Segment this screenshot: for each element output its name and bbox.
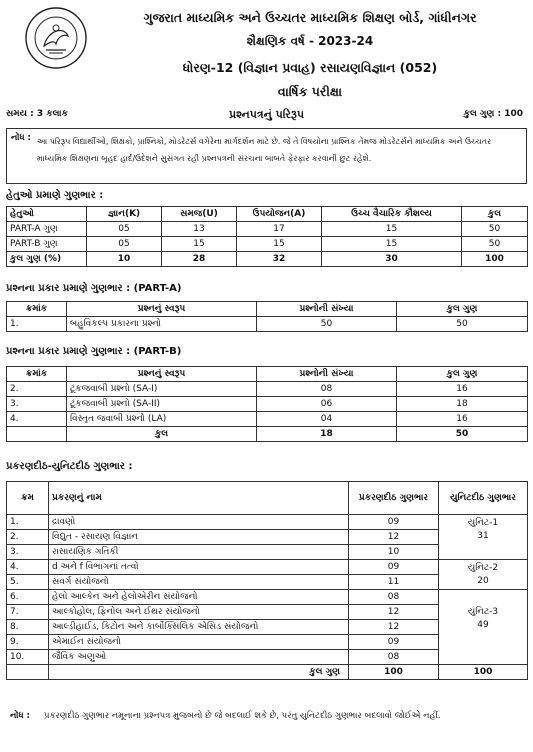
table-cell: 30 <box>322 252 462 267</box>
column-header: ક્રમાંક <box>7 367 67 382</box>
table-cell: 12 <box>349 530 439 545</box>
column-header: યુનિટદીઠ ગુણભાર <box>439 482 528 515</box>
unit-marks: 31 <box>477 531 489 541</box>
table-header-row <box>7 207 528 222</box>
table-cell: 08 <box>257 382 397 397</box>
table-cell: 4. <box>7 412 67 427</box>
table-cell: 06 <box>257 397 397 412</box>
table-cell: 12 <box>349 605 439 620</box>
table-cell: સવર્ગ સંયોજનો <box>49 575 349 590</box>
column-header: કુલ ગુણ <box>397 367 528 382</box>
table-cell: 50 <box>257 317 397 332</box>
table-cell: 9. <box>7 635 49 650</box>
unit-marks: 49 <box>477 620 489 630</box>
table-cell: 10 <box>349 545 439 560</box>
table-cell <box>7 665 49 680</box>
part-a-table <box>6 301 528 332</box>
table-cell: 50 <box>397 317 528 332</box>
table-cell: 18 <box>397 397 528 412</box>
table-cell: 100 <box>462 252 528 267</box>
table-cell: 1. <box>7 317 67 332</box>
table-cell: 10. <box>7 650 49 665</box>
column-header: ઉચ્ચ વૈચારિક કૌશલ્ય <box>322 207 462 222</box>
table-cell: 11 <box>349 575 439 590</box>
table-cell: 04 <box>257 412 397 427</box>
note-key: નોંધ : <box>11 133 31 143</box>
table-row <box>7 317 528 332</box>
table-cell: 09 <box>349 560 439 575</box>
table-cell: 28 <box>162 252 237 267</box>
table-cell: 15 <box>162 237 237 252</box>
table-cell: 18 <box>257 427 397 442</box>
table-cell: હેલો આલ્કેન અને હેલોએરીન સંયોજનો <box>49 590 349 605</box>
board-name: ગુજરાત માધ્યમિક અને ઉચ્ચતર માધ્યમિક શિક્ષણ બોર્ડ, ગાંધીનગર <box>143 10 477 25</box>
table-cell: આલ્ડીહાઈડ, કિટોન અને કાર્બોક્સિલિક એસિડ સંયોજનો <box>49 620 349 635</box>
unit-cell <box>439 590 528 665</box>
table-cell: ટૂંકજવાબી પ્રશ્નો (SA-I) <box>67 382 257 397</box>
column-header: જ્ઞાન(K) <box>87 207 162 222</box>
footnote-text: પ્રકરણદીઠ ગુણભાર નમૂનાના પ્રશ્નપત્ર મુજબનો છે જે બદલાઈ શકે છે, પરંતુ યુનિટદીઠ ગુણભાર બદલાવો જોઈએ નહીં. <box>44 711 441 721</box>
table-cell: 100 <box>349 665 439 680</box>
table-cell: કુલ ગુણ (%) <box>7 252 87 267</box>
table-cell: PART-B ગુણ <box>7 237 87 252</box>
section-title-objectives: હેતુઓ પ્રમાણે ગુણભાર : <box>6 190 104 201</box>
table-cell: 16 <box>397 412 528 427</box>
column-header: સમજ(U) <box>162 207 237 222</box>
table-cell: દ્રાવણો <box>49 515 349 530</box>
table-cell: 10 <box>87 252 162 267</box>
table-cell: 3. <box>7 545 49 560</box>
table-row <box>7 397 528 412</box>
table-cell: 15 <box>322 237 462 252</box>
table-cell: PART-A ગુણ <box>7 222 87 237</box>
section-title-part-a: પ્રશ્નના પ્રકાર પ્રમાણે ગુણભાર : (PART-A) <box>6 283 182 294</box>
column-header: પ્રકરણદીઠ ગુણભાર <box>349 482 439 515</box>
footnote-key: નોંધ : <box>10 711 30 721</box>
table-cell: 09 <box>349 515 439 530</box>
table-header-row <box>7 302 528 317</box>
table-cell: બહુવિકલ્પ પ્રકારના પ્રશ્નો <box>67 317 257 332</box>
table-cell: 1. <box>7 515 49 530</box>
table-cell: 05 <box>87 222 162 237</box>
table-cell: 8. <box>7 620 49 635</box>
header <box>0 0 533 118</box>
table-cell <box>7 427 67 442</box>
column-header: પ્રકરણનું નામ <box>49 482 349 515</box>
table-header-row <box>7 367 528 382</box>
table-total-row <box>7 252 528 267</box>
table-cell: 13 <box>162 222 237 237</box>
subject-title: ધોરણ-12 (વિજ્ઞાન પ્રવાહ) રસાયણવિજ્ઞાન (052) <box>182 60 438 75</box>
table-cell: 3. <box>7 397 67 412</box>
table-row <box>7 222 528 237</box>
table-cell: 4. <box>7 560 49 575</box>
column-header: ઉપયોજન(A) <box>237 207 322 222</box>
time-label: સમય : 3 કલાક <box>6 109 68 119</box>
table-cell: 05 <box>87 237 162 252</box>
academic-year: શૈક્ષણિક વર્ષ - 2023-24 <box>246 34 374 48</box>
table-row <box>7 560 528 575</box>
column-header: ક્રમાંક <box>7 302 67 317</box>
section-title-part-b: પ્રશ્નના પ્રકાર પ્રમાણે ગુણભાર : (PART-B) <box>6 346 182 357</box>
total-marks-label: કુલ ગુણ : 100 <box>463 109 523 119</box>
note-box <box>6 128 527 184</box>
unit-cell <box>439 515 528 560</box>
table-cell: 7. <box>7 605 49 620</box>
table-cell: 50 <box>462 222 528 237</box>
table-cell: કુલ <box>67 427 257 442</box>
meta-row <box>6 109 527 125</box>
table-cell: 08 <box>349 590 439 605</box>
note-text: આ પરિરૂપ વિદ્યાર્થીઓ, શિક્ષકો, પ્રાશ્નિકો, મોડરેટર્સ વગેરેના માર્ગદર્શન માટે છે. જે તે વિષયોના પ્રાશ્નિક તેમજ મોડરેટર્સને માધ્યમિક અને ઉચ્ચતર માધ્યમિક શિક્ષણના બૃહદ હાર્દ/ઉદેશને સુસંગત રહી પ્રશ્નપત્રની સંરચના બાબતે ફેરફાર કરવાની છુટ રહેશે. <box>37 137 492 163</box>
unit-name: યુનિટ-1 <box>467 518 499 528</box>
column-header: પ્રશ્નનું સ્વરૂપ <box>67 367 257 382</box>
table-cell: વિસ્તૃત જવાબી પ્રશ્નો (LA) <box>67 412 257 427</box>
table-cell: 09 <box>349 635 439 650</box>
table-cell: 32 <box>237 252 322 267</box>
column-header: પ્રશ્નોની સંખ્યા <box>257 367 397 382</box>
table-cell: 2. <box>7 382 67 397</box>
table-cell: ટૂંકજવાબી પ્રશ્નો (SA-II) <box>67 397 257 412</box>
unit-marks: 20 <box>477 576 489 586</box>
table-row <box>7 237 528 252</box>
table-total-row <box>7 665 528 680</box>
table-row <box>7 382 528 397</box>
unit-name: યુનિટ-2 <box>467 563 499 573</box>
table-cell: રાસાયણિક ગતિકી <box>49 545 349 560</box>
table-cell: જૈવિક અણુઓ <box>49 650 349 665</box>
exam-title: વાર્ષિક પરીક્ષા <box>277 84 343 99</box>
column-header: કુલ <box>462 207 528 222</box>
column-header: કુલ ગુણ <box>397 302 528 317</box>
column-header: હેતુઓ <box>7 207 87 222</box>
chapter-table <box>6 481 528 680</box>
board-seal-logo <box>24 6 88 70</box>
table-total-row <box>7 427 528 442</box>
unit-name: યુનિટ-3 <box>467 607 499 617</box>
table-row <box>7 412 528 427</box>
table-cell: 15 <box>237 237 322 252</box>
table-cell: 2. <box>7 530 49 545</box>
table-row <box>7 590 528 605</box>
table-cell: 50 <box>462 237 528 252</box>
table-cell: વિદ્યુત - રસાયણ વિજ્ઞાન <box>49 530 349 545</box>
table-cell: 15 <box>322 222 462 237</box>
column-header: ક્રમ <box>7 482 49 515</box>
table-cell: 5. <box>7 575 49 590</box>
table-cell: આલ્કોહોલ, ફિનોલ અને ઈથર સંયોજનો <box>49 605 349 620</box>
table-cell: 6. <box>7 590 49 605</box>
column-header: પ્રશ્નોની સંખ્યા <box>257 302 397 317</box>
paper-title: પ્રશ્નપત્રનું પરિરૂપ <box>229 108 304 121</box>
column-header: પ્રશ્નનું સ્વરૂપ <box>67 302 257 317</box>
table-cell: કુલ ગુણ <box>49 665 349 680</box>
section-title-chapterwise: પ્રકરણદીઠ-યુનિટદીઠ ગુણભાર : <box>6 461 133 472</box>
part-b-table <box>6 366 528 442</box>
table-cell: 08 <box>349 650 439 665</box>
table-cell: 16 <box>397 382 528 397</box>
table-header-row <box>7 482 528 515</box>
unit-cell <box>439 560 528 590</box>
table-cell: d અને f વિભાગનાં તત્વો <box>49 560 349 575</box>
table-cell: 17 <box>237 222 322 237</box>
objectives-table <box>6 206 528 267</box>
table-row <box>7 515 528 530</box>
table-cell: 12 <box>349 620 439 635</box>
table-cell: 100 <box>439 665 528 680</box>
table-cell: એમાઈન સંયોજનો <box>49 635 349 650</box>
table-cell: 50 <box>397 427 528 442</box>
